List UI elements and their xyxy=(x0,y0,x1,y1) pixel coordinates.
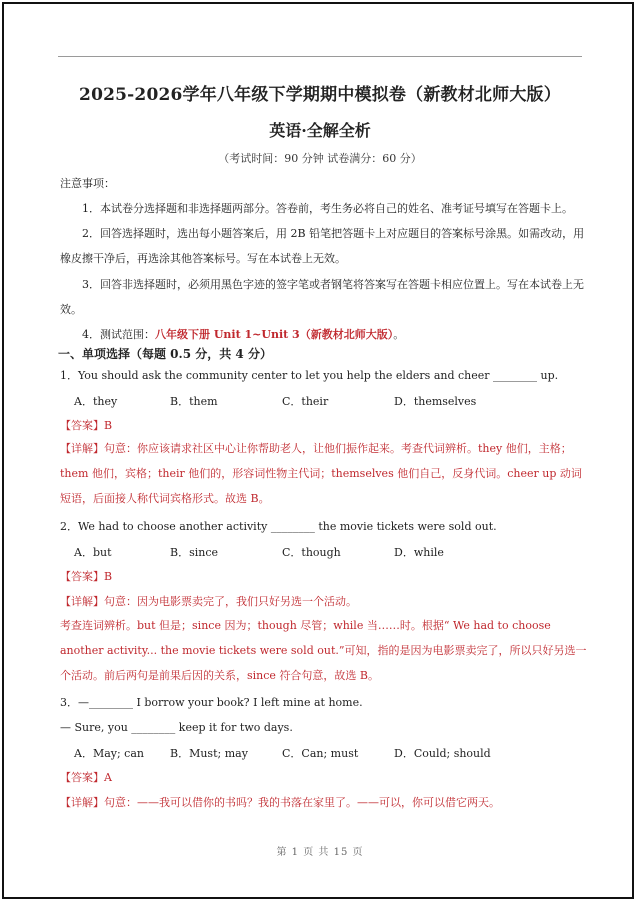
note-item-2: 2．回答选择题时，选出每小题答案后，用 2B 铅笔把答题卡上对应题目的答案标号涂黑。如需改动，用橡皮擦干净后，再选涂其他答案标号。写在本试卷上无效。 xyxy=(60,227,585,265)
q1-detail-label: 【详解】 xyxy=(60,442,104,455)
header-rule xyxy=(58,56,582,57)
question-3-detail xyxy=(60,795,590,811)
document-title: 2025-2026学年八年级下学期期中模拟卷（新教材北师大版） xyxy=(79,85,561,105)
q2-option-c: C．though xyxy=(282,546,341,559)
q1-option-a: A．they xyxy=(74,395,118,408)
q3-detail-label: 【详解】 xyxy=(60,796,104,809)
q2-option-a: A．but xyxy=(74,546,112,559)
notes-heading: 注意事项： xyxy=(60,177,115,190)
question-1-options xyxy=(74,393,594,409)
q3-option-b: B．Must; may xyxy=(170,747,248,760)
question-2-answer: 【答案】B xyxy=(60,570,113,583)
q1-option-d: D．themselves xyxy=(394,395,477,408)
question-2-options xyxy=(74,544,594,560)
q2-detail-line1: 句意：因为电影票卖完了，我们只好另选一个活动。 xyxy=(104,595,357,608)
q3-option-c: C．Can; must xyxy=(282,747,359,760)
question-2-stem: 2．We had to choose another activity ________ the movie tickets were sold out. xyxy=(60,520,497,533)
question-1-answer: 【答案】B xyxy=(60,419,113,432)
q1-detail-text: 句意：你应该请求社区中心让你帮助老人，让他们振作起来。考查代词辨析。they 他们，主格；them 他们，宾格；their 他们的，形容词性物主代词；themselves 他们自己，反身代词。cheer up 动词短语，后面接人称代词宾格形式。故选 B。 xyxy=(60,442,582,505)
exam-info: （考试时间：90 分钟 试卷满分：60 分） xyxy=(218,152,422,165)
q1-option-c: C．their xyxy=(282,395,329,408)
q2-option-b: B．since xyxy=(170,546,219,559)
note-item-4-suffix: 。 xyxy=(393,328,405,341)
q1-option-b: B．them xyxy=(170,395,218,408)
note-item-1: 1．本试卷分选择题和非选择题两部分。答卷前，考生务必将自己的姓名、准考证号填写在答题卡上。 xyxy=(82,202,573,215)
note-item-4-prefix: 4．测试范围： xyxy=(82,328,155,341)
question-1-detail xyxy=(60,436,588,511)
test-scope: 八年级下册 Unit 1~Unit 3（新教材北师大版） xyxy=(155,328,394,341)
question-2-detail-first xyxy=(60,594,590,610)
question-3-answer: 【答案】A xyxy=(60,771,112,784)
note-item-3: 3．回答非选择题时，必须用黑色字迹的签字笔或者钢笔将答案写在答题卡相应位置上。写在本试卷上无效。 xyxy=(60,278,584,316)
q3-option-d: D．Could; should xyxy=(394,747,491,760)
page-number: 第 1 页 共 15 页 xyxy=(276,847,364,858)
q2-option-d: D．while xyxy=(394,546,444,559)
question-3-stem-1: 3．—________ I borrow your book? I left mine at home. xyxy=(60,696,363,709)
question-2-detail-rest: 考查连词辨析。but 但是；since 因为；though 尽管；while 当……时。根据“ We had to choose another activity... the movie tickets were sold out.”可知，指的是因为电影票卖完了，所以只好另选一个活动。前后两句是前果后因的关系，since 符合句意，故选 B。 xyxy=(60,619,587,682)
question-3-options xyxy=(74,745,594,761)
section-heading: 一、单项选择（每题 0.5 分，共 4 分） xyxy=(58,347,272,361)
q2-detail-label: 【详解】 xyxy=(60,595,104,608)
question-3-stem-2: — Sure, you ________ keep it for two days. xyxy=(60,721,293,734)
note-item-4 xyxy=(60,322,588,347)
q3-option-a: A．May; can xyxy=(74,747,144,760)
document-subtitle: 英语·全解全析 xyxy=(269,121,371,140)
q3-detail-text: 句意：——我可以借你的书吗？我的书落在家里了。——可以，你可以借它两天。 xyxy=(104,796,500,809)
question-1-stem: 1．You should ask the community center to let you help the elders and cheer ________ up. xyxy=(60,369,559,382)
